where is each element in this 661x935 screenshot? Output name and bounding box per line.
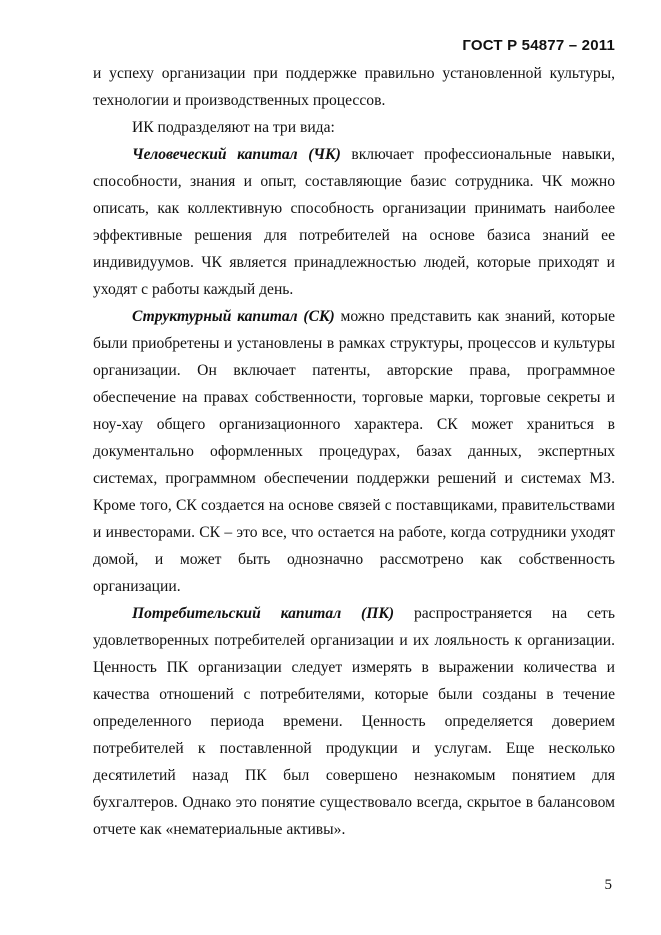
- paragraph-customer-capital: [93, 600, 615, 843]
- term-structural-capital: Структурный капитал (СК): [132, 308, 335, 325]
- body-text: [93, 60, 615, 843]
- standard-header: ГОСТ Р 54877 – 2011: [462, 37, 615, 54]
- term-human-capital: Человеческий капитал (ЧК): [132, 146, 341, 163]
- paragraph-continuation: и успеху организации при поддержке правильно установленной культуры, технологии и производственных процессов.: [93, 65, 615, 109]
- paragraph-structural-capital: [93, 303, 615, 600]
- paragraph-intro: ИК подразделяют на три вида:: [132, 119, 335, 136]
- page-number: 5: [604, 877, 612, 893]
- definition-human-capital: включает профессиональные навыки, способности, знания и опыт, составляющие базис сотрудника. ЧК можно описать, как коллективную способность организации принимать наиболее эффективные решения для потребителей на основе базиса знаний ее индивидуумов. ЧК является принадлежностью людей, которые приходят и уходят с работы каждый день.: [93, 146, 615, 298]
- definition-structural-capital: можно представить как знаний, которые были приобретены и установлены в рамках структуры, процессов и культуры организации. Он включает патенты, авторские права, программное обеспечение на правах собственности, торговые марки, торговые секреты и ноу-хау общего организационного характера. СК может храниться в документально оформленных процедурах, базах данных, экспертных системах, программном обеспечении поддержки решений и системах МЗ. Кроме того, СК создается на основе связей с поставщиками, правительствами и инвесторами. СК – это все, что остается на работе, когда сотрудники уходят домой, и может быть однозначно рассмотрено как собственность организации.: [93, 308, 616, 595]
- definition-customer-capital: распространяется на сеть удовлетворенных потребителей организации и их лояльность к организации. Ценность ПК организации следует измерять в выражении количества и качества отношений с потребителями, которые были созданы в течение определенного периода времени. Ценность определяется доверием потребителей к поставленной продукции и услугам. Еще несколько десятилетий назад ПК был совершено незнакомым понятием для бухгалтеров. Однако это понятие существовало всегда, скрытое в балансовом отчете как «нематериальные активы».: [93, 605, 615, 838]
- paragraph-human-capital: [93, 141, 615, 303]
- term-customer-capital: Потребительский капитал (ПК): [132, 605, 395, 622]
